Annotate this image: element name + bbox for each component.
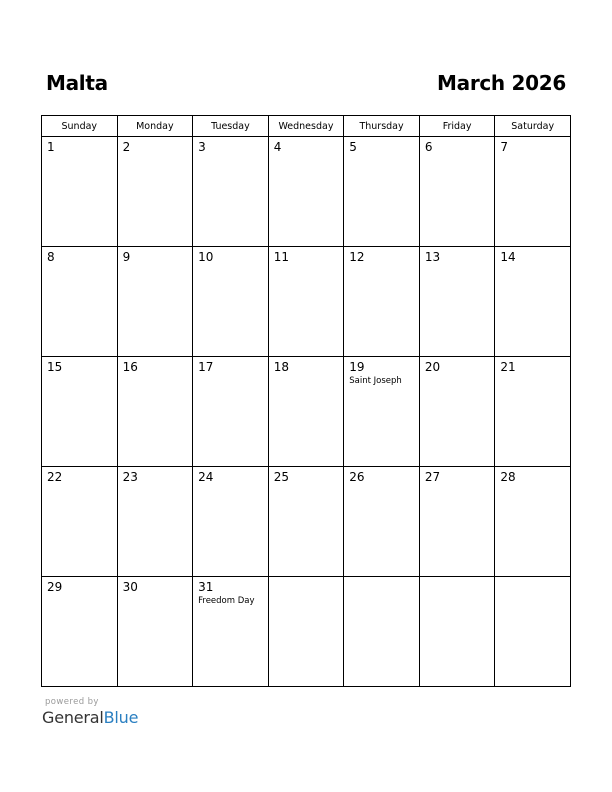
day-cell (193, 577, 269, 687)
powered-by-label: powered by (45, 697, 99, 707)
weekday-header: Monday (117, 116, 193, 137)
day-number: 13 (424, 250, 441, 264)
day-cell (268, 577, 344, 687)
day-cell (344, 577, 420, 687)
day-number: 14 (500, 250, 516, 264)
holiday-label: Freedom Day (198, 596, 255, 606)
day-cell (42, 137, 118, 247)
day-cell (495, 577, 571, 687)
day-cell (117, 467, 193, 577)
calendar-grid (41, 115, 571, 687)
day-number: 1 (47, 140, 55, 154)
day-cell (419, 467, 495, 577)
week-row (42, 577, 571, 687)
day-cell (495, 467, 571, 577)
week-row (42, 357, 571, 467)
day-number: 19 (349, 360, 365, 374)
day-number: 8 (47, 250, 55, 264)
day-number: 27 (424, 470, 441, 484)
day-cell (193, 247, 269, 357)
day-number: 26 (349, 470, 365, 484)
day-cell (495, 247, 571, 357)
day-cell (344, 137, 420, 247)
generalblue-logo (42, 708, 138, 727)
day-number: 23 (122, 470, 138, 484)
weekday-header: Sunday (42, 116, 118, 137)
day-cell (268, 247, 344, 357)
day-cell (268, 467, 344, 577)
weekday-header: Tuesday (193, 116, 269, 137)
day-number: 28 (500, 470, 516, 484)
weekday-header: Wednesday (268, 116, 344, 137)
day-number: 2 (122, 140, 131, 154)
country-title: Malta (46, 71, 108, 95)
day-cell (268, 137, 344, 247)
day-number: 25 (273, 470, 289, 484)
weekday-header: Friday (419, 116, 495, 137)
day-cell (419, 247, 495, 357)
day-number: 31 (198, 580, 214, 594)
day-number: 18 (273, 360, 289, 374)
day-number: 21 (500, 360, 516, 374)
day-number: 9 (122, 250, 131, 264)
day-number: 12 (349, 250, 365, 264)
day-cell (344, 247, 420, 357)
day-number: 30 (122, 580, 138, 594)
day-cell (117, 137, 193, 247)
day-cell (344, 467, 420, 577)
day-cell (117, 357, 193, 467)
day-number: 10 (198, 250, 214, 264)
day-number: 5 (349, 140, 357, 154)
day-cell (495, 357, 571, 467)
day-number: 17 (198, 360, 214, 374)
day-cell (344, 357, 420, 467)
week-row (42, 137, 571, 247)
day-cell (268, 357, 344, 467)
day-number: 29 (47, 580, 63, 594)
day-cell (42, 357, 118, 467)
week-row (42, 467, 571, 577)
day-number: 3 (198, 140, 206, 154)
day-number: 15 (47, 360, 63, 374)
day-cell (419, 137, 495, 247)
day-cell (42, 577, 118, 687)
month-year-title: March 2026 (437, 71, 566, 95)
day-cell (42, 467, 118, 577)
day-cell (193, 357, 269, 467)
day-number: 24 (198, 470, 214, 484)
week-row (42, 247, 571, 357)
day-cell (193, 467, 269, 577)
day-cell (117, 577, 193, 687)
day-number: 20 (424, 360, 441, 374)
day-cell (193, 137, 269, 247)
day-number: 4 (273, 140, 282, 154)
brand-general-text: General (42, 708, 104, 727)
day-number: 6 (424, 140, 433, 154)
weekday-header: Saturday (495, 116, 571, 137)
day-cell (117, 247, 193, 357)
weekday-header: Thursday (344, 116, 420, 137)
holiday-label: Saint Joseph (349, 376, 402, 386)
day-number: 16 (122, 360, 138, 374)
day-number: 22 (47, 470, 63, 484)
day-cell (42, 247, 118, 357)
brand-blue-text: Blue (103, 708, 139, 727)
day-cell (419, 357, 495, 467)
day-cell (495, 137, 571, 247)
day-number: 11 (273, 250, 289, 264)
day-number: 7 (500, 140, 509, 154)
day-cell (419, 577, 495, 687)
calendar-body (42, 137, 571, 687)
weekday-header-row (42, 116, 571, 137)
